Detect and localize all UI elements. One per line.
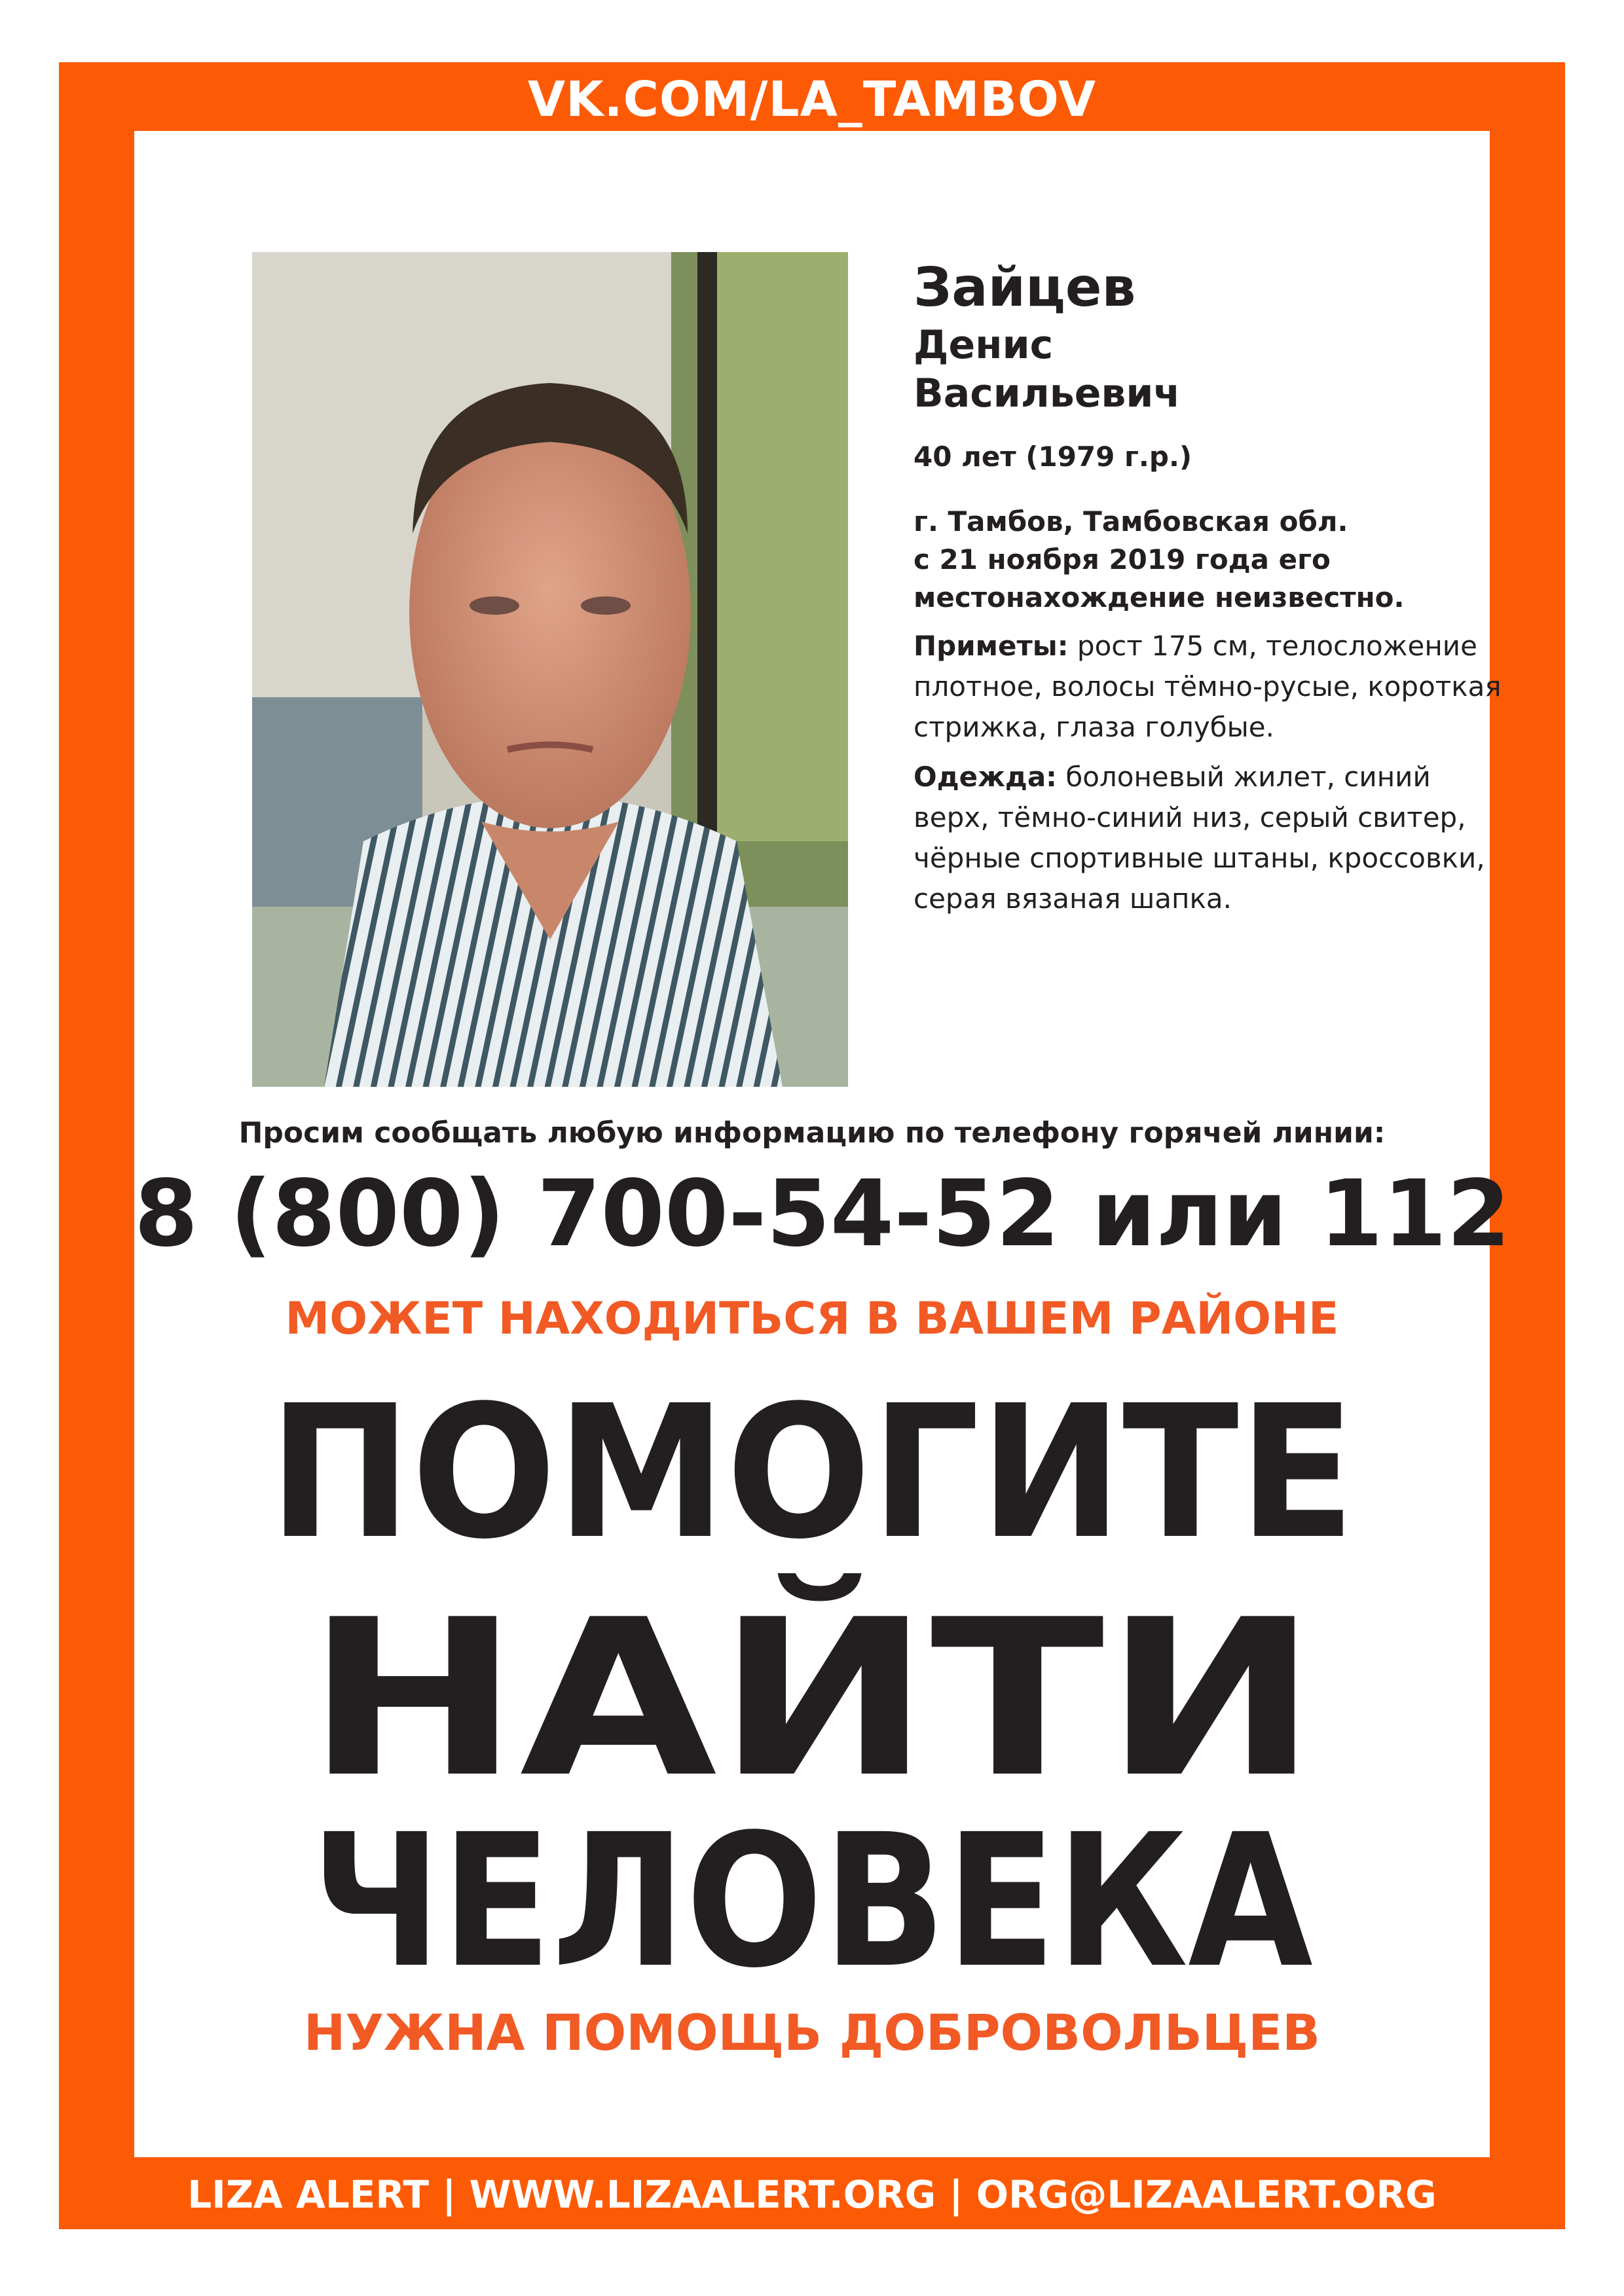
person-info <box>913 255 1503 919</box>
footer-contacts[interactable]: LIZA ALERT | WWW.LIZAALERT.ORG | ORG@LIZAALERT.ORG <box>187 2172 1437 2217</box>
patronymic: Васильевич <box>913 371 1181 416</box>
phone-number[interactable]: 8 (800) 700-54-52 или 112 <box>134 1161 1511 1267</box>
distinguishing-features <box>913 626 1503 748</box>
missing-person-photo <box>252 252 848 1087</box>
features-label: Приметы: <box>913 630 1069 662</box>
headline-person: ЧЕЛОВЕКА <box>311 1795 1313 2009</box>
clothing-text: болоневый жилет, синий верх, тёмно-синий низ, серый свитер, чёрные спортивные штаны, кроссовки, серая вязаная шапка. <box>913 761 1485 915</box>
headline-find: НАЙТИ <box>306 1573 1318 1825</box>
may-be-nearby: МОЖЕТ НАХОДИТЬСЯ В ВАШЕМ РАЙОНЕ <box>285 1293 1339 1345</box>
hotline-text: Просим сообщать любую информацию по телефону горячей линии: <box>238 1116 1386 1150</box>
clothing <box>913 757 1503 919</box>
clothing-label: Одежда: <box>913 761 1057 793</box>
first-name: Денис <box>913 322 1054 368</box>
surname: Зайцев <box>913 257 1136 319</box>
poster-frame <box>59 62 1565 2229</box>
location: г. Тамбов, Тамбовская обл. <box>913 505 1348 538</box>
age: 40 лет (1979 г.р.) <box>913 441 1192 473</box>
missing-since-line1: с 21 ноября 2019 года его <box>913 543 1331 575</box>
header-url[interactable]: VK.COM/LA_TAMBOV <box>527 71 1097 128</box>
missing-since-line2: местонахождение неизвестно. <box>913 581 1405 613</box>
headline-help: ПОМОГИТЕ <box>268 1366 1356 1580</box>
features-text: рост 175 см, телосложение плотное, волосы тёмно-русые, короткая стрижка, глаза голубые. <box>913 630 1502 743</box>
poster-content <box>134 131 1511 2157</box>
volunteers-needed: НУЖНА ПОМОЩЬ ДОБРОВОЛЬЦЕВ <box>303 2003 1321 2062</box>
